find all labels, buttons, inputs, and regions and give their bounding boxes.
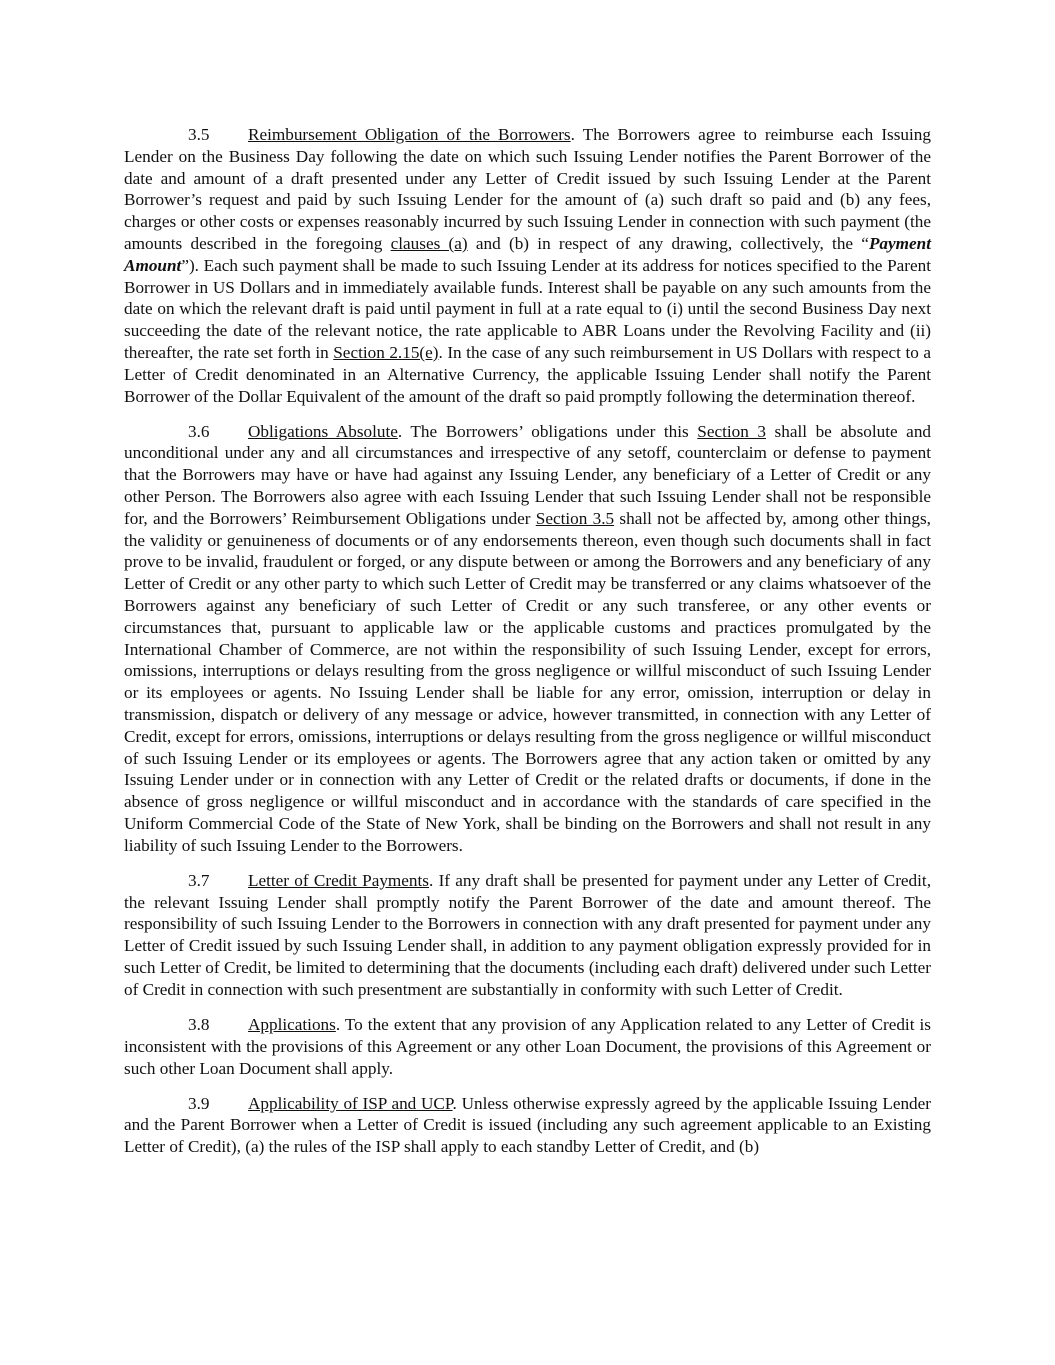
cross-reference: Section 3: [697, 421, 766, 441]
section-text: shall not be affected by, among other things, the validity or genuineness of documents or of any endorsements thereon, even though such documents shall in fact prove to be invalid, fraudulent or forged, or any dispute between or among the Borrowers and any beneficiary of any Letter of Credit or any other party to which such Letter of Credit may be transferred or any claims whatsoever of the Borrowers against any beneficiary of such Letter of Credit or any such transferee, or any other events or circumstances that, pursuant to applicable law or the applicable customs and practices promulgated by the International Chamber of Commerce, are not within the responsibility of such Issuing Lender, except for errors, omissions, interruptions or delays resulting from the gross negligence or willful misconduct of such Issuing Lender or its employees or agents. No Issuing Lender shall be liable for any error, omission, interruption or delay in transmission, dispatch or delivery of any message or advice, however transmitted, in connection with any Letter of Credit, except for errors, omissions, interruptions or delays resulting from the gross negligence or willful misconduct of such Issuing Lender or its employees or agents. The Borrowers agree that any action taken or omitted by any Issuing Lender under or in connection with any Letter of Credit or the related drafts or documents, if done in the absence of gross negligence or willful misconduct and in accordance with the standards of care specified in the Uniform Commercial Code of the State of New York, shall be binding on the Borrowers and shall not result in any liability of such Issuing Lender to the Borrowers.: [124, 508, 931, 855]
cross-reference: Section 3.5: [535, 508, 615, 528]
section-heading: Applications: [248, 1014, 336, 1034]
section-text: . Unless otherwise expressly agreed by the applicable Issuing Lender and the Parent Borrower when a Letter of Credit is issued (including any such agreement applicable to an Existing Letter of Credit), (a) the rules of the ISP shall apply to each standby Letter of Credit, and (b): [124, 1093, 932, 1157]
section-3-8: [124, 1014, 931, 1079]
section-3-6: [124, 421, 931, 857]
section-text: shall be absolute and unconditional under any and all circumstances and irrespective of any setoff, counterclaim or defense to payment that the Borrowers may have or have had against any Issuing Lender, any beneficiary of a Letter of Credit or any other Person. The Borrowers also agree with each Issuing Lender that such Issuing Lender shall not be responsible for, and the Borrowers’ Reimbursement Obligations under: [124, 421, 932, 528]
cross-reference: Section 2.15(e): [333, 342, 439, 362]
section-heading: Obligations Absolute: [248, 421, 398, 441]
section-text: . To the extent that any provision of any Application related to any Letter of Credit is inconsistent with the provisions of this Agreement or any other Loan Document, the provisions of this Agreement or such other Loan Document shall apply.: [124, 1014, 931, 1078]
section-number: 3.6: [188, 421, 210, 441]
section-number: 3.7: [188, 870, 210, 890]
section-heading: Applicability of ISP and UCP: [248, 1093, 453, 1113]
section-number: 3.5: [188, 125, 210, 144]
section-text: . In the case of any such reimbursement in US Dollars with respect to a Letter of Credit denominated in an Alternative Currency, the applicable Issuing Lender shall notify the Parent Borrower of the Dollar Equivalent of the amount of the draft so paid promptly following the determination thereof.: [124, 342, 931, 406]
defined-term: Payment Amount: [124, 233, 931, 275]
section-text: . If any draft shall be presented for payment under any Letter of Credit, the relevant Issuing Lender shall promptly notify the Parent Borrower of the date and amount thereof. The responsibility of such Issuing Lender to the Borrowers in connection with any draft presented for payment under any Letter of Credit issued by such Issuing Lender shall, in addition to any payment obligation expressly provided for in such Letter of Credit, be limited to determining that the documents (including each draft) delivered under such Letter of Credit in connection with such presentment are substantially in conformity with such Letter of Credit.: [124, 870, 931, 999]
section-text: ”). Each such payment shall be made to such Issuing Lender at its address for notices specified to the Parent Borrower in US Dollars and in immediately available funds. Interest shall be payable on any such amounts from the date on which the relevant draft is paid until payment in full at a rate equal to (i) until the second Business Day next succeeding the date of the relevant notice, the rate applicable to ABR Loans under the Revolving Facility and (ii) thereafter, the rate set forth in: [124, 255, 931, 362]
section-text: . The Borrowers’ obligations under this: [397, 421, 698, 441]
section-number: 3.8: [188, 1014, 210, 1034]
section-heading: Letter of Credit Payments: [248, 870, 429, 890]
section-3-5: [124, 124, 931, 407]
document-body: [124, 124, 931, 1171]
section-heading: Reimbursement Obligation of the Borrowers: [248, 125, 571, 144]
section-number: 3.9: [188, 1093, 210, 1113]
section-text: . The Borrowers agree to reimburse each Issuing Lender on the Business Day following the date on which such Issuing Lender notifies the Parent Borrower of the date and amount of a draft presented under any Letter of Credit issued by such Issuing Lender at the Parent Borrower’s request and paid by such Issuing Lender for the amount of (a) such draft so paid and (b) any fees, charges or other costs or expenses reasonably incurred by such Issuing Lender in connection with such payment (the amounts described in the foregoing: [124, 125, 931, 253]
section-3-7: [124, 870, 931, 1001]
cross-reference: clauses (a): [390, 233, 468, 253]
section-3-9: [124, 1093, 931, 1158]
section-text: and (b) in respect of any drawing, collectively, the “: [467, 233, 869, 253]
